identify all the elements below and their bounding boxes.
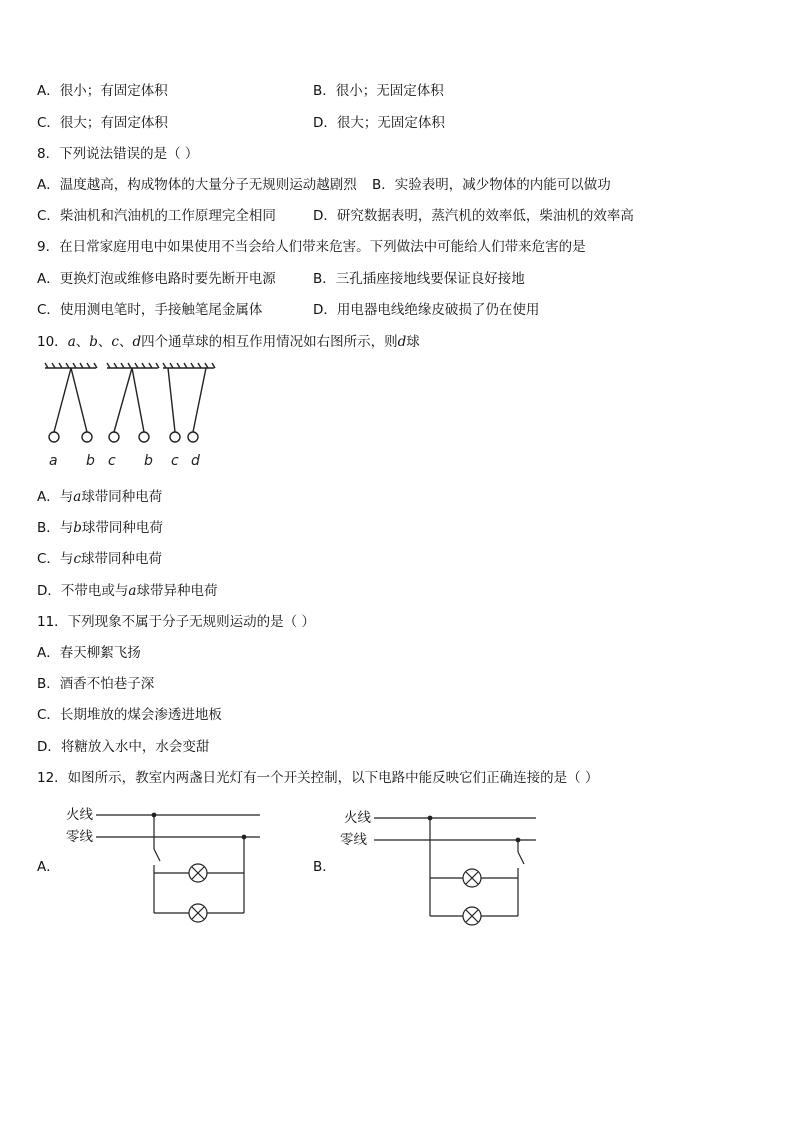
q10-sep: 、 — [75, 334, 90, 350]
ball-label: c — [171, 453, 179, 469]
q9-option-b[interactable]: B．三孔插座接地线要保证良好接地 — [313, 271, 525, 287]
ball-label: c — [108, 453, 116, 469]
q7-option-a[interactable]: A．很小；有固定体积 — [37, 83, 168, 99]
q10-var-d: d — [397, 334, 407, 350]
option-text: 球带同种电荷 — [81, 520, 163, 536]
option-var: b — [73, 520, 82, 536]
q12-option-b[interactable]: B． — [313, 859, 336, 875]
q8-option-c[interactable]: C．柴油机和汽油机的工作原理完全相同 — [37, 208, 276, 224]
q10-option-d[interactable] — [37, 582, 217, 600]
option-text: 球带同种电荷 — [81, 489, 163, 505]
q9-stem: 9．在日常家庭用电中如果使用不当会给人们带来危害。下列做法中可能给人们带来危害的是 — [37, 239, 586, 255]
option-text: 球带异种电荷 — [136, 583, 218, 599]
q10-number: 10． — [37, 334, 68, 350]
circuit-diagram-b — [338, 808, 548, 928]
q7-option-d[interactable]: D．很大；无固定体积 — [313, 115, 445, 131]
q10-text: 四个通草球的相互作用情况如右图所示，则 — [141, 334, 398, 350]
q8-option-b[interactable]: B．实验表明，减少物体的内能可以做功 — [372, 177, 611, 193]
q10-var-d: d — [132, 334, 142, 350]
q12-stem: 12．如图所示，教室内两盏日光灯有一个开关控制，以下电路中能反映它们正确连接的是（ ） — [37, 770, 599, 786]
live-wire-label: 火线 — [66, 807, 93, 823]
neutral-wire-label: 零线 — [66, 829, 93, 845]
q8-option-a[interactable]: A．温度越高，构成物体的大量分子无规则运动越剧烈 — [37, 177, 357, 193]
ball-label: a — [49, 453, 58, 469]
q10-sep: 、 — [118, 334, 133, 350]
ball-label: d — [191, 453, 200, 469]
q10-sep: 、 — [97, 334, 112, 350]
ball-label: b — [144, 453, 153, 469]
option-text: D．不带电或与 — [37, 583, 129, 599]
q10-tail: 球 — [406, 334, 420, 350]
q10-var-b: b — [89, 334, 98, 350]
q10-var-a: a — [67, 334, 76, 350]
q10-option-b[interactable] — [37, 519, 163, 537]
q9-option-c[interactable]: C．使用测电笔时，手接触笔尾金属体 — [37, 302, 263, 318]
ball-label: b — [86, 453, 95, 469]
live-wire-label: 火线 — [344, 810, 371, 826]
q10-stem — [37, 333, 420, 351]
q8-stem: 8．下列说法错误的是（ ） — [37, 146, 199, 162]
option-text: C．与 — [37, 551, 74, 567]
circuit-diagram-a — [60, 805, 270, 925]
q11-option-c[interactable]: C．长期堆放的煤会渗透进地板 — [37, 707, 222, 723]
q9-option-d[interactable]: D．用电器电线绝缘皮破损了仍在使用 — [313, 302, 540, 318]
q7-option-b[interactable]: B．很小；无固定体积 — [313, 83, 444, 99]
pith-balls-figure — [40, 362, 230, 472]
option-text: 球带同种电荷 — [81, 551, 162, 567]
option-var: a — [73, 489, 82, 505]
option-text: B．与 — [37, 520, 74, 536]
q10-var-c: c — [111, 334, 119, 350]
q12-option-a[interactable]: A． — [37, 859, 60, 875]
option-var: c — [73, 551, 81, 567]
q9-option-a[interactable]: A．更换灯泡或维修电路时要先断开电源 — [37, 271, 276, 287]
option-var: a — [128, 583, 137, 599]
option-text: A．与 — [37, 489, 74, 505]
q11-option-d[interactable]: D．将糖放入水中，水会变甜 — [37, 739, 210, 755]
q8-option-d[interactable]: D．研究数据表明，蒸汽机的效率低，柴油机的效率高 — [313, 208, 634, 224]
q7-option-c[interactable]: C．很大；有固定体积 — [37, 115, 168, 131]
q10-option-a[interactable] — [37, 488, 162, 506]
q10-option-c[interactable] — [37, 550, 162, 568]
q11-stem: 11．下列现象不属于分子无规则运动的是（ ） — [37, 614, 315, 630]
q11-option-a[interactable]: A．春天柳絮飞扬 — [37, 645, 141, 661]
neutral-wire-label: 零线 — [340, 832, 367, 848]
q11-option-b[interactable]: B．酒香不怕巷子深 — [37, 676, 155, 692]
